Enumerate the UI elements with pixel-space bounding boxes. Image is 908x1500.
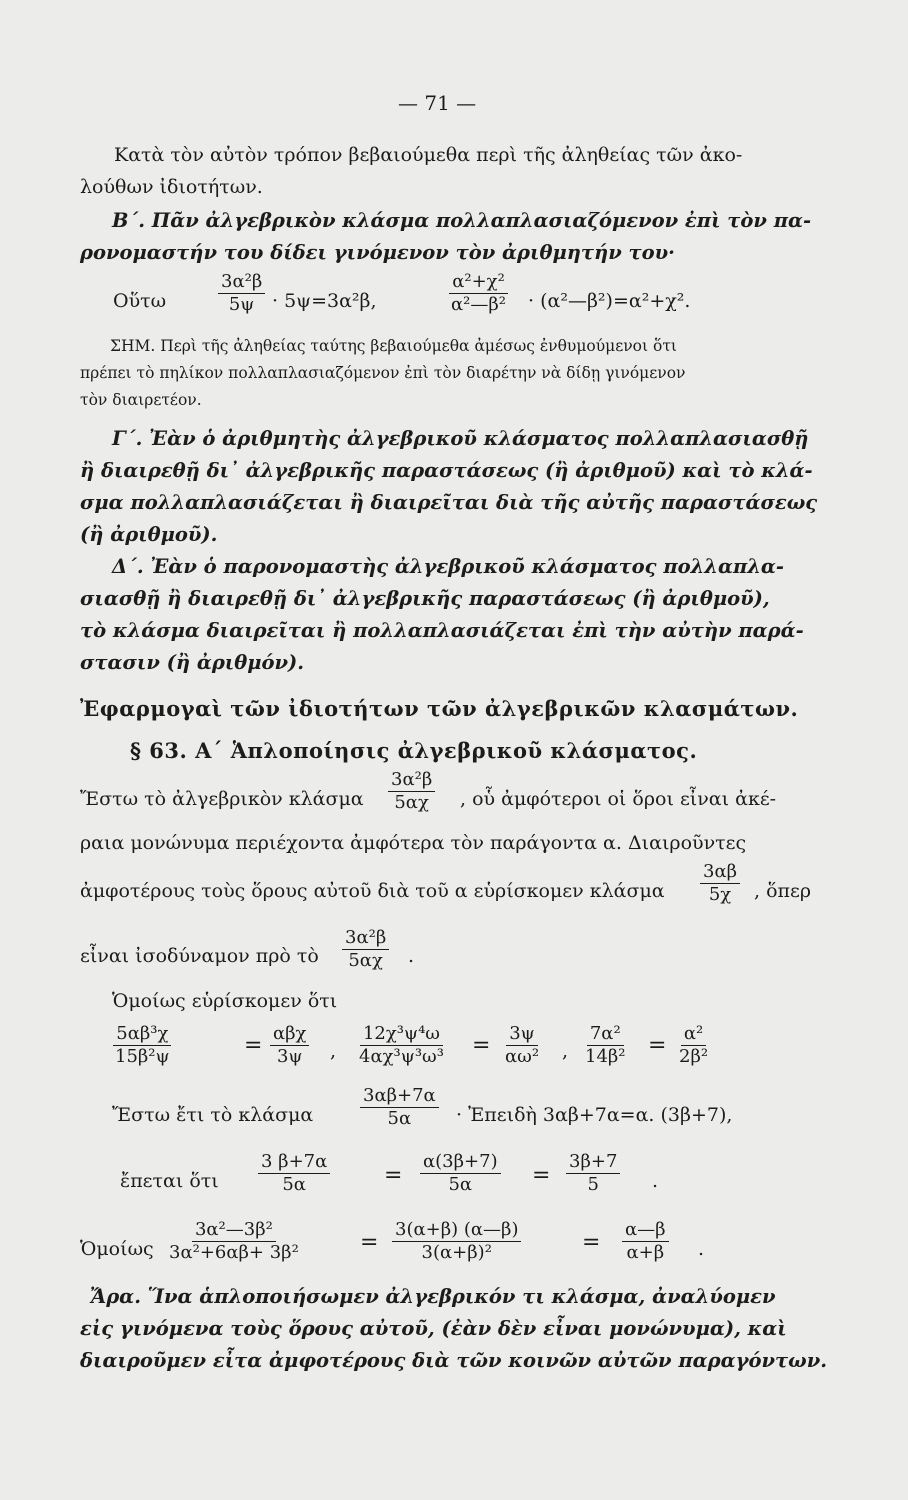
fraction-numerator: 3α²—3β² — [192, 1220, 276, 1242]
text-line: ραια μονώνυμα περιέχοντα ἀμφότερα τὸν παράγοντα α. Διαιροῦντες — [80, 832, 747, 854]
fraction-denominator: α+β — [626, 1242, 665, 1263]
conclusion-line: εἰς γινόμενα τοὺς ὅρους αὐτοῦ, (ἐὰν δὲν εἶναι μονώνυμα), καὶ — [80, 1317, 787, 1340]
fraction-numerator: 3β+7 — [566, 1152, 620, 1174]
example-mid: · 5ψ=3α²β, — [272, 290, 377, 312]
fraction-denominator: 15β²ψ — [115, 1046, 170, 1067]
fraction-numerator: 3α²β — [342, 928, 389, 950]
equals-sign: = — [384, 1163, 403, 1188]
property-g-line: ἢ διαιρεθῇ δι᾽ ἀλγεβρικῆς παραστάσεως (ἢ ἀριθμοῦ) καὶ τὸ κλά- — [80, 459, 813, 482]
property-g-line: σμα πολλαπλασιάζεται ἢ διαιρεῖται διὰ τῆς αὐτῆς παραστάσεως — [80, 491, 818, 514]
fraction-numerator: 7α² — [587, 1024, 624, 1046]
fraction — [566, 1152, 620, 1195]
fraction — [700, 862, 740, 905]
equals-sign: = — [472, 1033, 491, 1058]
fraction-numerator: 3(α+β) (α—β) — [392, 1220, 521, 1242]
fraction-denominator: 5 — [587, 1174, 599, 1195]
property-b-line: Β΄. Πᾶν ἀλγεβρικὸν κλάσμα πολλαπλασιαζόμενον ἐπὶ τὸν πα- — [112, 209, 812, 232]
property-d-line: τὸ κλάσμα διαιρεῖται ἢ πολλαπλασιάζεται ἐπὶ τὴν αὐτὴν παρά- — [80, 619, 804, 642]
fraction-denominator: 5α — [282, 1174, 306, 1195]
comma: , — [330, 1040, 337, 1062]
property-d-line: σιασθῇ ἢ διαιρεθῇ δι᾽ ἀλγεβρικῆς παραστάσεως (ἢ ἀριθμοῦ), — [80, 587, 770, 610]
text-line: Ἔστω ἔτι τὸ κλάσμα — [112, 1104, 314, 1126]
fraction — [388, 770, 435, 813]
fraction-denominator: 5χ — [708, 884, 732, 905]
fraction-denominator: α²—β² — [451, 294, 506, 315]
fraction-numerator: α²+χ² — [449, 272, 508, 294]
equals-sign: = — [582, 1230, 601, 1255]
fraction-numerator: 5αβ³χ — [113, 1024, 171, 1046]
fraction-denominator: 3(α+β)² — [421, 1242, 492, 1263]
fraction — [502, 1024, 542, 1067]
paragraph-heading: § 63. Α΄ Ἁπλοποίησις ἀλγεβρικοῦ κλάσματος. — [130, 738, 698, 763]
property-g-line: Γ΄. Ἐὰν ὁ ἀριθμητὴς ἀλγεβρικοῦ κλάσματος πολλαπλασιασθῇ — [112, 427, 809, 450]
fraction-numerator: 3ψ — [506, 1024, 538, 1046]
text-line: εἶναι ἰσοδύναμον πρὸ τὸ — [80, 945, 319, 967]
equals-sign: = — [648, 1033, 667, 1058]
example-outo: Οὕτω — [113, 290, 167, 312]
fraction — [582, 1024, 629, 1067]
fraction-denominator: 3α²+6αβ+ 3β² — [169, 1242, 299, 1263]
fraction-denominator: 3ψ — [276, 1046, 303, 1067]
property-g-line: (ἢ ἀριθμοῦ). — [80, 523, 218, 546]
equals-sign: = — [532, 1163, 551, 1188]
text-line: , ὅπερ — [754, 880, 812, 902]
example-end: · (α²—β²)=α²+χ². — [528, 290, 691, 312]
text-line: Ὁμοίως — [80, 1238, 154, 1260]
text-line: Κατὰ τὸν αὐτὸν τρόπον βεβαιούμεθα περὶ τῆς ἀληθείας τῶν ἀκο- — [114, 144, 743, 166]
text-line: ἀμφοτέρους τοὺς ὅρους αὐτοῦ διὰ τοῦ α εὑρίσκομεν κλάσμα — [80, 880, 665, 902]
fraction-numerator: 3αβ — [700, 862, 740, 884]
fraction-numerator: 3α²β — [388, 770, 435, 792]
fraction — [112, 1024, 173, 1067]
property-b-line: ρονομαστήν του δίδει γινόμενον τὸν ἀριθμητήν του· — [80, 241, 675, 264]
fraction — [218, 272, 265, 315]
fraction-denominator: αω² — [505, 1046, 540, 1067]
text-line: , οὗ ἀμφότεροι οἱ ὅροι εἶναι ἀκέ- — [460, 788, 777, 810]
fraction-numerator: 12χ³ψ⁴ω — [360, 1024, 443, 1046]
conclusion-line: διαιροῦμεν εἶτα ἀμφοτέρους διὰ τῶν κοινῶν αὐτῶν παραγόντων. — [80, 1349, 828, 1372]
fraction-numerator: 3 β+7α — [258, 1152, 330, 1174]
fraction-numerator: αβχ — [270, 1024, 309, 1046]
text-line: ἔπεται ὅτι — [120, 1170, 219, 1192]
note-line: τὸν διαιρετέον. — [80, 391, 202, 409]
text-line: . — [698, 1238, 705, 1260]
fraction-denominator: 4αχ³ψ³ω³ — [359, 1046, 444, 1067]
fraction-numerator: α(3β+7) — [420, 1152, 501, 1174]
fraction-numerator: α² — [681, 1024, 706, 1046]
equals-sign: = — [244, 1033, 263, 1058]
fraction — [676, 1024, 711, 1067]
fraction-denominator: 5ψ — [228, 294, 255, 315]
fraction-denominator: 2β² — [679, 1046, 709, 1067]
fraction — [360, 1086, 439, 1129]
fraction-numerator: 3α²β — [218, 272, 265, 294]
fraction-denominator: 5α — [448, 1174, 473, 1195]
note-line: πρέπει τὸ πηλίκον πολλαπλασιαζόμενον ἐπὶ τὸν διαρέτην νὰ δίδῃ γινόμενον — [80, 364, 686, 382]
text-line: Ὁμοίως εὑρίσκομεν ὅτι — [112, 990, 338, 1012]
fraction — [166, 1220, 302, 1263]
text-line: Ἔστω τὸ ἀλγεβρικὸν κλάσμα — [80, 788, 364, 810]
fraction-numerator: α—β — [622, 1220, 669, 1242]
fraction-denominator: 5αχ — [348, 950, 383, 971]
fraction-denominator: 5α — [387, 1108, 412, 1129]
text-line: · Ἐπειδὴ 3αβ+7α=α. (3β+7), — [456, 1104, 733, 1126]
fraction — [448, 272, 509, 315]
page-number: — 71 — — [398, 91, 477, 115]
note-line: ΣΗΜ. Περὶ τῆς ἀληθείας ταύτης βεβαιούμεθα ἀμέσως ἐνθυμούμενοι ὅτι — [110, 337, 678, 355]
comma: , — [562, 1040, 569, 1062]
fraction — [392, 1220, 521, 1263]
section-heading: Ἐφαρμογαὶ τῶν ἰδιοτήτων τῶν ἀλγεβρικῶν κλασμάτων. — [80, 696, 799, 721]
fraction — [270, 1024, 309, 1067]
fraction — [420, 1152, 501, 1195]
equals-sign: = — [360, 1230, 379, 1255]
property-d-line: Δ΄. Ἐὰν ὁ παρονομαστὴς ἀλγεβρικοῦ κλάσματος πολλαπλα- — [112, 555, 784, 578]
conclusion-line: Ἄρα. Ἵνα ἁπλοποιήσωμεν ἀλγεβρικόν τι κλάσμα, ἀναλύομεν — [90, 1285, 776, 1308]
fraction — [622, 1220, 669, 1263]
fraction-numerator: 3αβ+7α — [360, 1086, 439, 1108]
property-d-line: στασιν (ἢ ἀριθμόν). — [80, 651, 305, 674]
text-line: . — [408, 945, 415, 967]
fraction-denominator: 5αχ — [394, 792, 429, 813]
fraction — [258, 1152, 330, 1195]
text-line: . — [652, 1170, 659, 1192]
text-line: λούθων ἰδιοτήτων. — [80, 176, 263, 198]
fraction-denominator: 14β² — [585, 1046, 626, 1067]
fraction — [342, 928, 389, 971]
fraction — [356, 1024, 447, 1067]
